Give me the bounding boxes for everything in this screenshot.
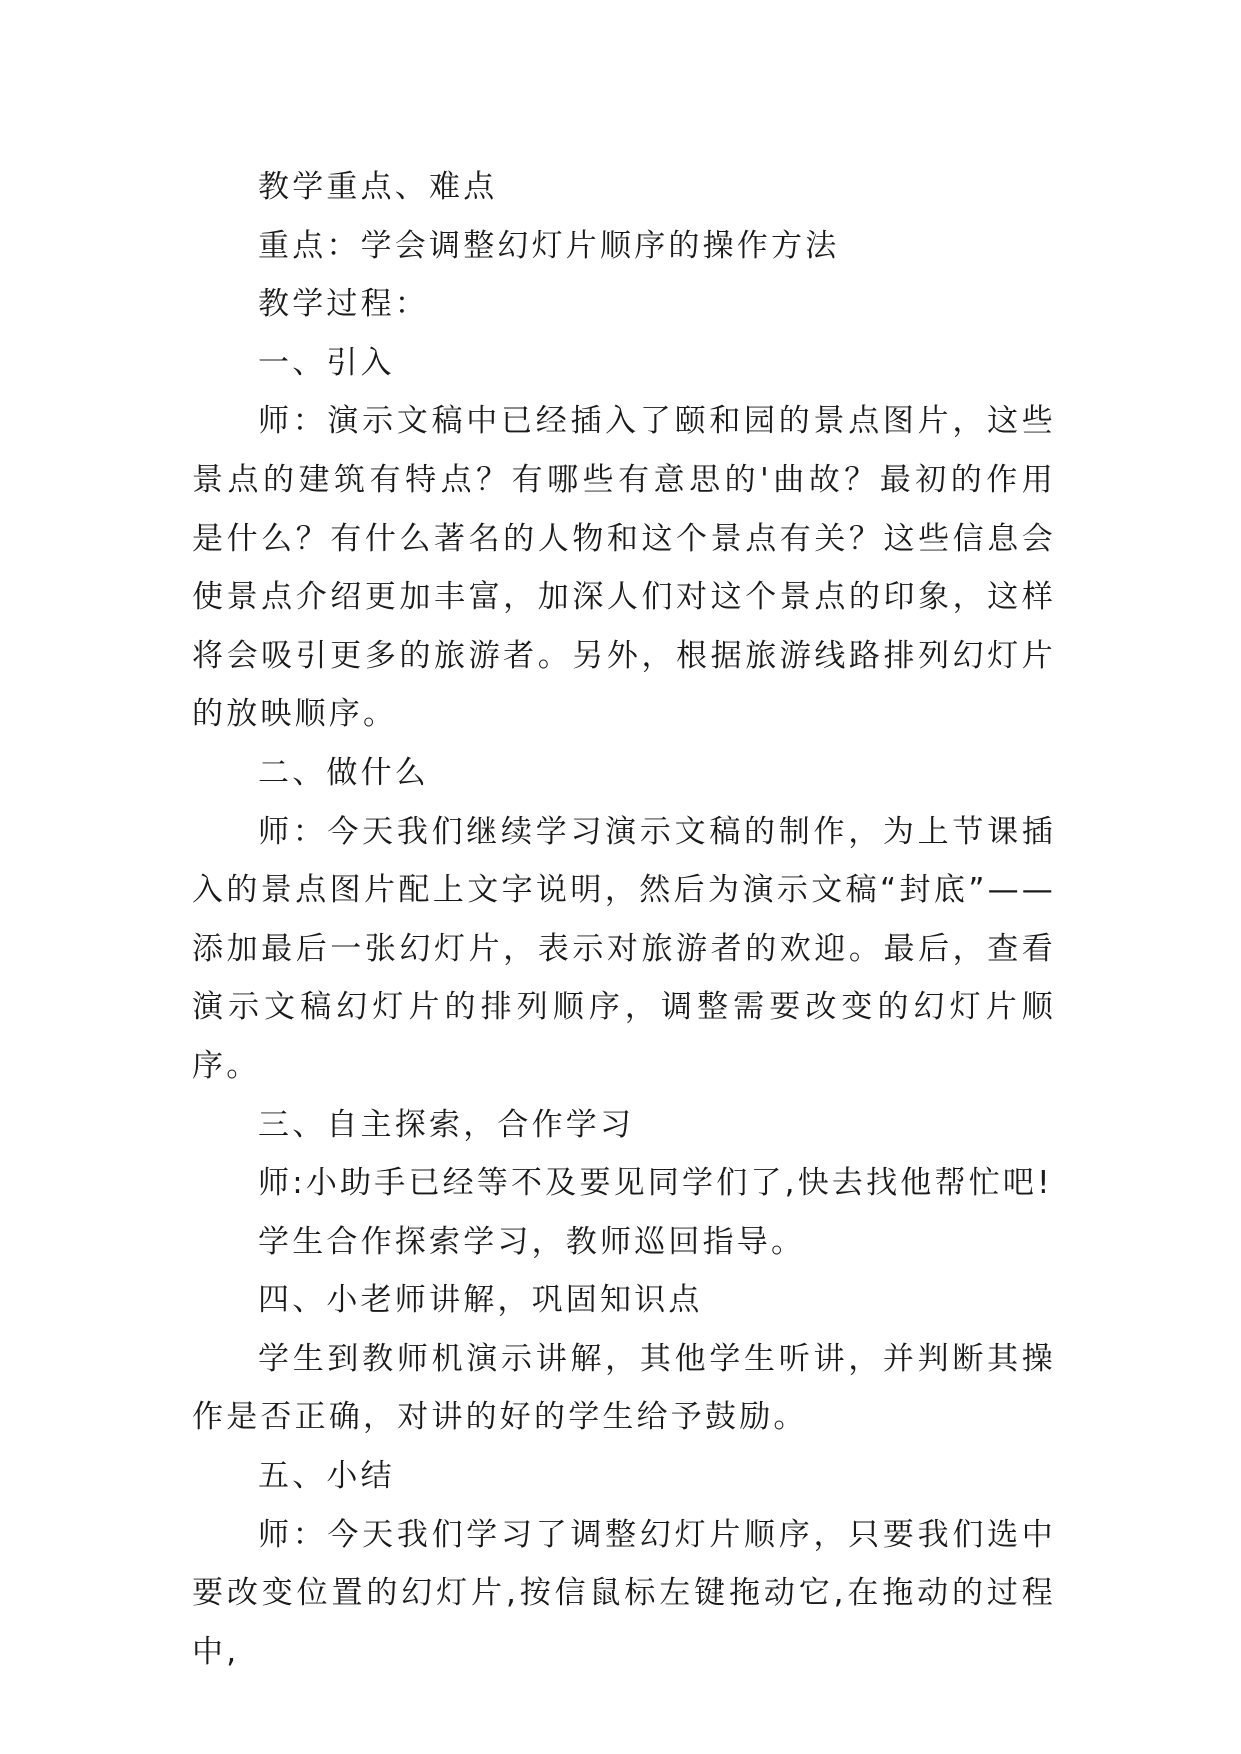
- paragraph-cooperative-learning: 学生合作探索学习，教师巡回指导。: [258, 1223, 806, 1260]
- paragraph-summary: 师：今天我们学习了调整幻灯片顺序，只要我们选中要改变位置的幻灯片,按信鼠标左键拖动它,在拖动的过程中,: [192, 1516, 1056, 1670]
- heading-teaching-process: 教学过程：: [258, 286, 429, 323]
- section-heading-what-to-do: 二、做什么: [258, 754, 429, 791]
- section-heading-summary: 五、小结: [258, 1458, 395, 1495]
- heading-key-points: 教学重点、难点: [258, 169, 498, 205]
- key-point-line: 重点：学会调整幻灯片顺序的操作方法: [258, 227, 840, 264]
- paragraph-what-to-do: 师：今天我们继续学习演示文稿的制作，为上节课插入的景点图片配上文字说明，然后为演示文稿“封底”——添加最后一张幻灯片，表示对旅游者的欢迎。最后，查看演示文稿幻灯片的排列顺序，调整需要改变的幻灯片顺序。: [192, 813, 1056, 1084]
- paragraph-student-demo: 学生到教师机演示讲解，其他学生听讲，并判断其操作是否正确，对讲的好的学生给予鼓励。: [192, 1340, 1056, 1436]
- section-heading-student-teacher: 四、小老师讲解，巩固知识点: [258, 1282, 703, 1319]
- section-heading-introduction: 一、引入: [258, 344, 395, 381]
- section-heading-self-exploration: 三、自主探索，合作学习: [258, 1106, 635, 1143]
- paragraph-introduction: 师：演示文稿中已经插入了颐和园的景点图片，这些景点的建筑有特点？有哪些有意思的'曲故？最初的作用是什么？有什么著名的人物和这个景点有关？这些信息会使景点介绍更加丰富，加深人们对这个景点的印象，这样将会吸引更多的旅游者。另外，根据旅游线路排列幻灯片的放映顺序。: [192, 403, 1056, 733]
- paragraph-helper: 师:小助手已经等不及要见同学们了,快去找他帮忙吧!: [258, 1165, 1053, 1202]
- document-body: [192, 158, 1056, 1681]
